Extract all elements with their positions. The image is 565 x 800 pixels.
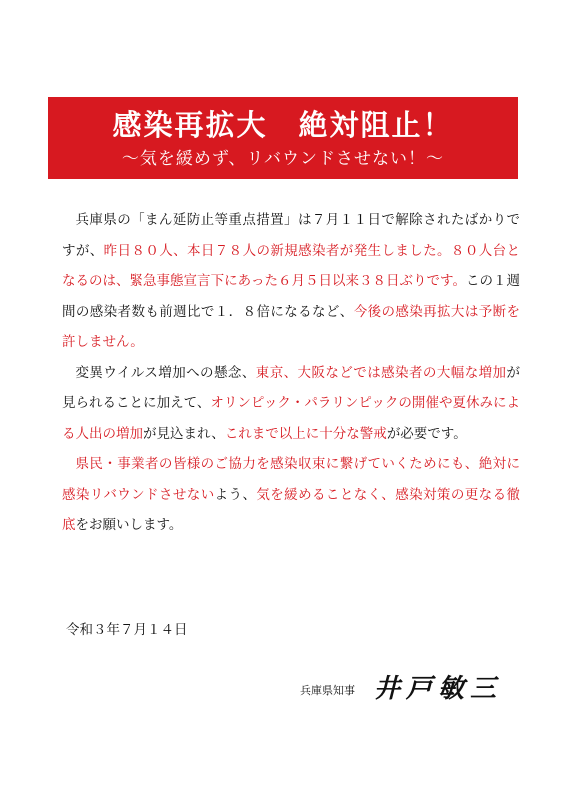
paragraph-3 — [62, 449, 520, 541]
highlighted-text: 県民・事業者の皆様のご協力を感染収束に繋げていくためにも、絶対に感染リバウンドさせない — [62, 456, 520, 503]
highlighted-text: 気を緩めることなく、感染対策の更なる徹底 — [62, 486, 520, 533]
body-text-run: が見込まれ、 — [143, 425, 225, 442]
body-text-run: が必要です。 — [386, 425, 467, 442]
highlighted-text: 東京、大阪などでは感染者の大幅な増加 — [255, 364, 507, 381]
body-text-run: この１週間の感染者数も前週比で１．８倍になるなど、 — [62, 273, 520, 320]
highlighted-text: 今後の感染再拡大は予断を許しません。 — [62, 303, 520, 350]
body-text-run: 兵庫県の「まん延防止等重点措置」は７月１１日で解除されたばかりですが、 — [62, 212, 520, 259]
banner-title: 感染再拡大 絶対阻止！ — [112, 108, 454, 142]
paragraph-2 — [62, 358, 520, 450]
banner-subtitle: ～気を緩めず、リバウンドさせない！～ — [121, 149, 445, 169]
highlighted-text: 昨日８０人、本日７８人の新規感染者が発生しました。８０人台となるのは、緊急事態宣言下にあった６月５日以来３８日ぶりです。 — [62, 242, 520, 289]
body-text-run: をお願いします。 — [75, 517, 183, 533]
body-text-run: が見られることに加えて、 — [62, 364, 520, 411]
message-body — [62, 205, 520, 541]
body-text-run: 変異ウイルス増加への懸念、 — [75, 364, 256, 381]
highlighted-text: オリンピック・パラリンピックの開催や夏休みによる人出の増加 — [62, 395, 521, 442]
issue-date: 令和３年７月１４日 — [66, 622, 188, 638]
paragraph-1 — [62, 205, 520, 358]
signer-title: 兵庫県知事 — [300, 684, 355, 697]
body-text-run: よう、 — [214, 486, 257, 503]
highlighted-text: これまで以上に十分な警戒 — [224, 425, 387, 442]
headline-banner — [48, 97, 518, 179]
signature-block — [300, 668, 520, 708]
signer-name: 井戸敏三 — [374, 674, 503, 704]
